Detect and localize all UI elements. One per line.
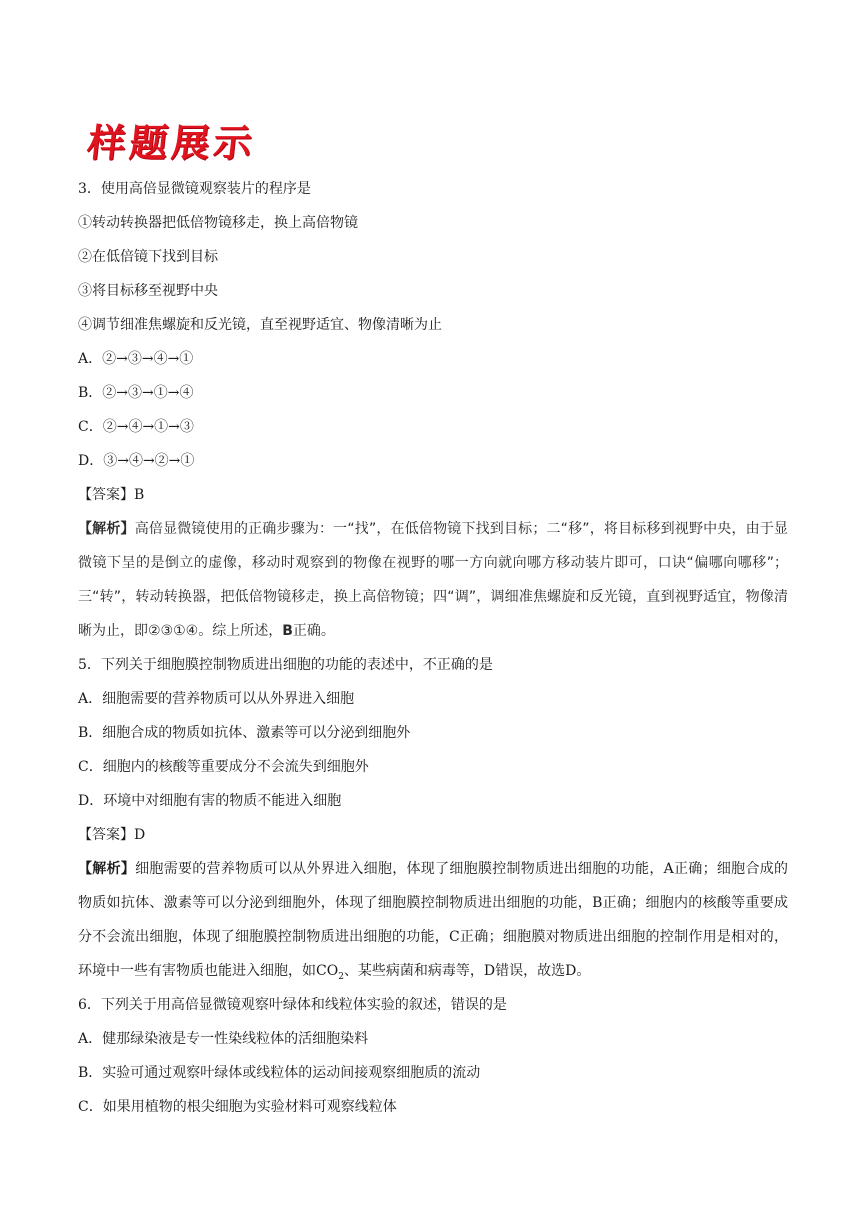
- question-3-option-d: D．③→④→②→①: [78, 453, 195, 469]
- question-6-option-c: C．如果用植物的根尖细胞为实验材料可观察线粒体: [78, 1099, 397, 1115]
- question-3-option-a: A．②→③→④→①: [78, 351, 194, 367]
- document-body: [78, 172, 788, 1124]
- answer-value: B: [134, 487, 145, 503]
- analysis-tag: 【解析】: [78, 861, 136, 877]
- answer-tag: 【答案】: [78, 827, 134, 843]
- analysis-end: 、某些病菌和病毒等，D错误，故选D。: [343, 963, 591, 979]
- analysis-subscript: 2: [338, 971, 344, 982]
- question-3-stem: 3．使用高倍显微镜观察装片的程序是: [78, 181, 311, 197]
- sample-banner-title: 样题展示: [85, 121, 258, 165]
- question-3-step-1: ①转动转换器把低倍物镜移走，换上高倍物镜: [78, 215, 358, 231]
- analysis-text: 高倍显微镜使用的正确步骤为：一“找”，在低倍物镜下找到目标；二“移”，将目标移到视野中央，由于显微镜下呈的是倒立的虚像，移动时观察到的物像在视野的哪一方向就向哪方移动装片即可，口诀“偏哪向哪移”；三“转”，转动转换器，把低倍物镜移走，换上高倍物镜；四“调”，调细准焦螺旋和反光镜，直到视野适宜，物像清晰为止，即②③①④。综上所述，: [78, 521, 789, 639]
- question-5-option-d: D．环境中对细胞有害的物质不能进入细胞: [78, 793, 342, 809]
- question-3-answer: [78, 478, 788, 512]
- analysis-text: 细胞需要的营养物质可以从外界进入细胞，体现了细胞膜控制物质进出细胞的功能，A正确；细胞合成的物质如抗体、激素等可以分泌到细胞外，体现了细胞膜控制物质进出细胞的功能，B正确；细胞内的核酸等重要成分不会流出细胞，体现了细胞膜控制物质进出细胞的功能，C正确；细胞膜对物质进出细胞的控制作用是相对的，环境中一些有害物质也能进入细胞，如CO: [78, 861, 789, 979]
- question-5-answer: [78, 818, 788, 852]
- question-5-stem: 5．下列关于细胞膜控制物质进出细胞的功能的表述中，不正确的是: [78, 657, 493, 673]
- question-5-option-a: A．细胞需要的营养物质可以从外界进入细胞: [78, 691, 355, 707]
- analysis-bold-answer: B: [282, 623, 293, 639]
- question-6-stem: 6．下列关于用高倍显微镜观察叶绿体和线粒体实验的叙述，错误的是: [78, 997, 507, 1013]
- question-5-option-c: C．细胞内的核酸等重要成分不会流失到细胞外: [78, 759, 369, 775]
- question-3-analysis: [78, 512, 788, 648]
- question-3-option-c: C．②→④→①→③: [78, 419, 194, 435]
- answer-tag: 【答案】: [78, 487, 134, 503]
- question-5-option-b: B．细胞合成的物质如抗体、激素等可以分泌到细胞外: [78, 725, 411, 741]
- answer-value: D: [134, 827, 146, 843]
- question-6-option-b: B．实验可通过观察叶绿体或线粒体的运动间接观察细胞质的流动: [78, 1065, 481, 1081]
- question-3-step-2: ②在低倍镜下找到目标: [78, 249, 218, 265]
- question-3-step-4: ④调节细准焦螺旋和反光镜，直至视野适宜、物像清晰为止: [78, 317, 442, 333]
- question-6-option-a: A．健那绿染液是专一性染线粒体的活细胞染料: [78, 1031, 369, 1047]
- analysis-tag: 【解析】: [78, 521, 135, 537]
- analysis-end: 正确。: [292, 623, 335, 639]
- question-3-option-b: B．②→③→①→④: [78, 385, 194, 401]
- question-5-analysis: [78, 852, 788, 988]
- question-3-step-3: ③将目标移至视野中央: [78, 283, 218, 299]
